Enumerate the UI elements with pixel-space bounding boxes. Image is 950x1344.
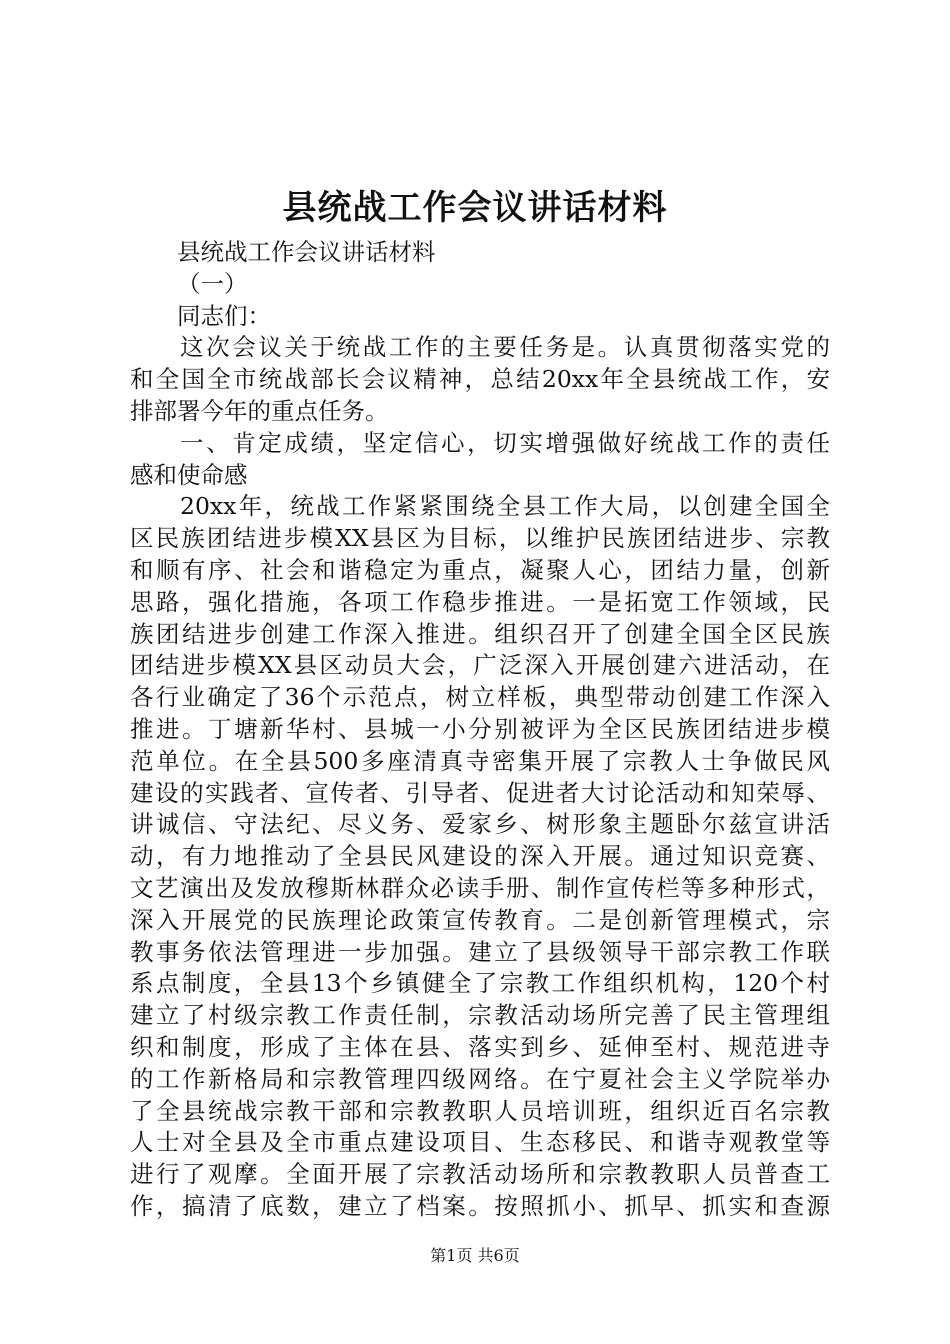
- paragraph-line: 20xx年，统战工作紧紧围绕全县工作大局，以创建全国全: [180, 492, 830, 521]
- paragraph-line: 团结进步模XX县区动员大会，广泛深入开展创建六进活动，在: [130, 651, 830, 680]
- paragraph-line: 了全县统战宗教干部和宗教教职人员培训班，组织近百名宗教: [130, 1096, 830, 1125]
- paragraph-line: 人士对全县及全市重点建设项目、生态移民、和谐寺观教堂等: [130, 1128, 830, 1157]
- paragraph-line: 的工作新格局和宗教管理四级网络。在宁夏社会主义学院举办: [130, 1064, 830, 1093]
- subtitle-line: 县统战工作会议讲话材料: [177, 238, 436, 266]
- document-title: 县统战工作会议讲话材料: [282, 188, 668, 228]
- section-number-line: （一）: [177, 269, 248, 298]
- paragraph-line: 建设的实践者、宣传者、引导者、促进者大讨论活动和知荣辱、: [130, 778, 830, 807]
- paragraph-line: 这次会议关于统战工作的主要任务是。认真贯彻落实党的: [180, 333, 830, 362]
- paragraph-line: 族团结进步创建工作深入推进。组织召开了创建全国全区民族: [130, 619, 830, 648]
- salutation-line: 同志们：: [177, 301, 271, 330]
- document-body: [130, 237, 830, 1223]
- paragraph-line: 区民族团结进步模XX县区为目标，以维护民族团结进步、宗教: [130, 524, 830, 553]
- paragraph-line: 范单位。在全县500多座清真寺密集开展了宗教人士争做民风: [130, 746, 830, 775]
- paragraph-line: 动，有力地推动了全县民风建设的深入开展。通过知识竞赛、: [130, 842, 830, 871]
- paragraph-line: 排部署今年的重点任务。: [130, 396, 389, 425]
- heading-line: 感和使命感: [130, 460, 248, 489]
- paragraph-line: 推进。丁塘新华村、县城一小分别被评为全区民族团结进步模: [130, 714, 830, 743]
- paragraph-line: 织和制度，形成了主体在县、落实到乡、延伸至村、规范进寺: [130, 1032, 830, 1061]
- page-footer: 第1页 共6页: [430, 1246, 520, 1265]
- paragraph-line: 和顺有序、社会和谐稳定为重点，凝聚人心，团结力量，创新: [130, 555, 830, 584]
- paragraph-line: 和全国全市统战部长会议精神，总结20xx年全县统战工作，安: [130, 365, 830, 394]
- paragraph-line: 进行了观摩。全面开展了宗教活动场所和宗教教职人员普查工: [130, 1160, 830, 1189]
- heading-line: 一、肯定成绩，坚定信心，切实增强做好统战工作的责任: [180, 428, 830, 457]
- paragraph-line: 深入开展党的民族理论政策宣传教育。二是创新管理模式，宗: [130, 905, 830, 934]
- paragraph-line: 各行业确定了36个示范点，树立样板，典型带动创建工作深入: [130, 683, 830, 712]
- paragraph-line: 建立了村级宗教工作责任制，宗教活动场所完善了民主管理组: [130, 1001, 830, 1030]
- paragraph-line: 讲诚信、守法纪、尽义务、爱家乡、树形象主题卧尔兹宣讲活: [130, 810, 830, 839]
- paragraph-line: 教事务依法管理进一步加强。建立了县级领导干部宗教工作联: [130, 937, 830, 966]
- paragraph-line: 系点制度，全县13个乡镇健全了宗教工作组织机构，120个村: [130, 969, 830, 998]
- paragraph-line: 作，搞清了底数，建立了档案。按照抓小、抓早、抓实和查源: [130, 1191, 830, 1220]
- paragraph-line: 文艺演出及发放穆斯林群众必读手册、制作宣传栏等多种形式，: [130, 873, 830, 902]
- paragraph-line: 思路，强化措施，各项工作稳步推进。一是拓宽工作领域，民: [130, 587, 830, 616]
